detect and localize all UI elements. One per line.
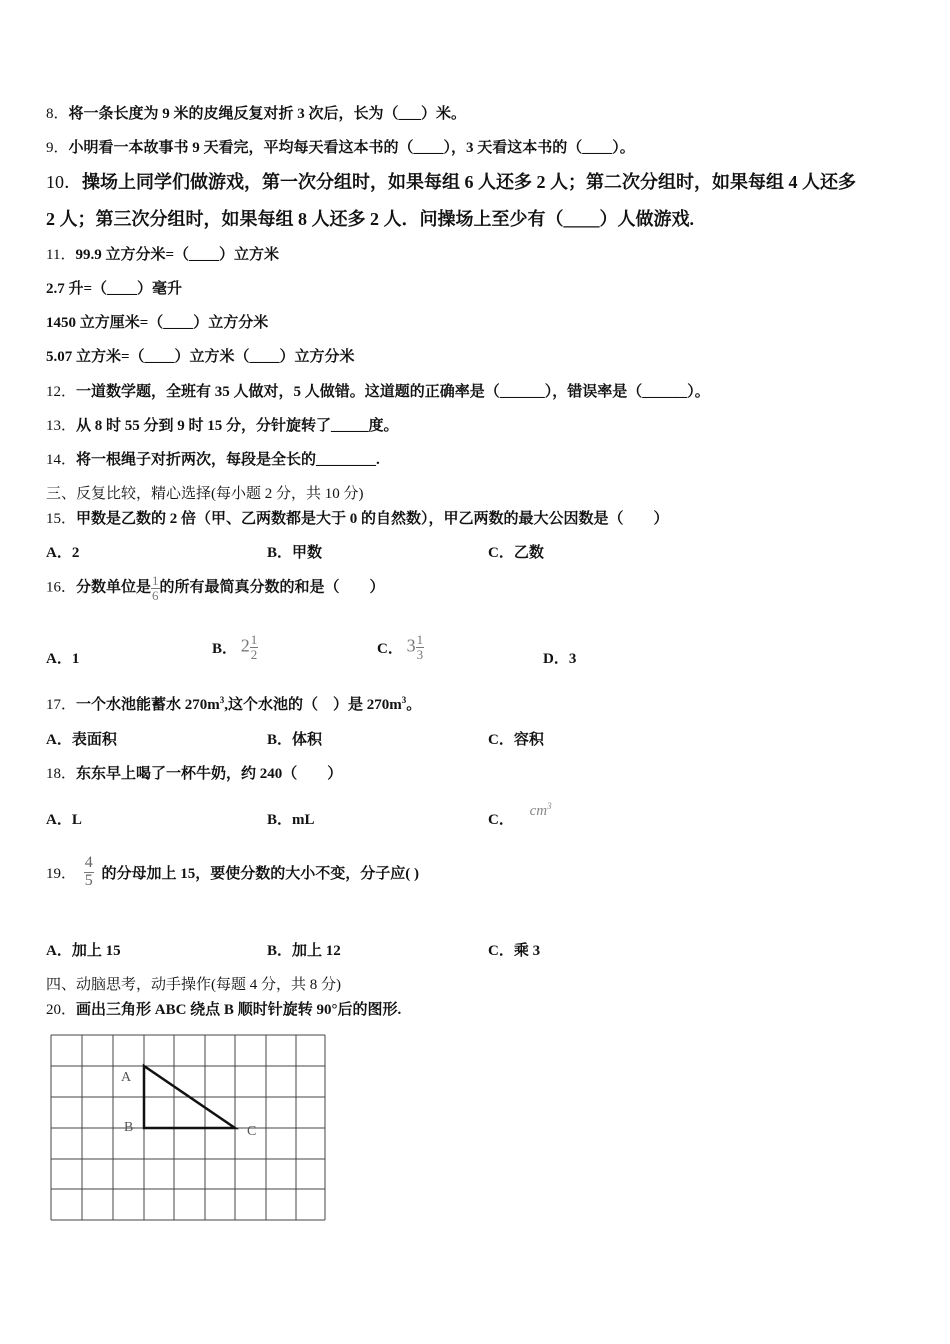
option-c	[377, 633, 424, 661]
option-label: C．	[377, 640, 403, 657]
question-number: 11．	[46, 247, 76, 263]
fraction	[151, 574, 160, 602]
question-number: 10．	[46, 172, 82, 192]
superscript: 3	[401, 695, 407, 705]
label-b: B	[124, 1120, 134, 1135]
question-19	[46, 855, 419, 890]
denominator: 2	[250, 646, 258, 662]
numerator: 4	[84, 854, 93, 871]
fraction	[250, 633, 259, 661]
question-number: 20．	[46, 1002, 77, 1018]
question-11-d	[46, 345, 355, 366]
unit-text: cm	[529, 803, 548, 819]
option-d: D．3	[543, 651, 577, 667]
section-3-heading: 三、反复比较，精心选择(每小题 2 分，共 10 分)	[46, 486, 364, 502]
question-16	[46, 574, 385, 602]
question-text: 从 8 时 55 分到 9 时 15 分，分针旋转了_____度。	[76, 418, 399, 434]
question-15	[46, 507, 669, 528]
question-14	[46, 448, 380, 469]
question-text: 5.07 立方米=（____）立方米（____）立方分米	[46, 349, 355, 365]
question-text: 将一根绳子对折两次，每段是全长的________.	[76, 452, 380, 468]
question-text: 1450 立方厘米=（____）立方分米	[46, 315, 269, 331]
question-18	[46, 762, 342, 783]
label-c: C	[247, 1124, 257, 1139]
unit-cubic-centimeter	[530, 803, 552, 819]
question-number: 17．	[46, 697, 77, 713]
option-label: B．	[212, 640, 238, 657]
option-a: A．1	[46, 651, 80, 667]
option-c: C．容积	[488, 732, 544, 748]
numerator: 1	[250, 632, 258, 647]
question-number: 12．	[46, 384, 77, 400]
question-10-line-1	[46, 168, 856, 194]
question-text: 甲数是乙数的 2 倍（甲、乙两数都是大于 0 的自然数），甲乙两数的最大公因数是（ ）	[76, 511, 669, 527]
question-number: 13．	[46, 418, 77, 434]
question-10-line-2	[46, 205, 694, 231]
question-9	[46, 136, 635, 157]
question-text: 的所有最简真分数的和是（ ）	[159, 579, 385, 596]
question-13	[46, 414, 399, 435]
question-11-c	[46, 311, 268, 332]
question-number: 18．	[46, 766, 77, 782]
option-a: A．L	[46, 812, 82, 828]
denominator: 5	[84, 871, 93, 889]
whole-part: 3	[406, 635, 416, 656]
option-b: B．体积	[267, 732, 323, 748]
question-text: ,这个水池的（ ）是 270m	[224, 697, 402, 713]
mixed-number	[407, 633, 425, 661]
numerator: 1	[152, 573, 159, 588]
question-number: 9．	[46, 140, 69, 156]
triangle-grid-figure	[48, 1033, 328, 1223]
option-b: B．mL	[267, 812, 315, 828]
question-number: 8．	[46, 106, 69, 122]
mixed-number	[241, 633, 259, 661]
option-c	[488, 801, 552, 829]
question-text: 将一条长度为 9 米的皮绳反复对折 3 次后，长为（___）米。	[68, 106, 467, 122]
question-text: 2.7 升=（____）毫升	[46, 281, 183, 297]
whole-part: 2	[240, 635, 250, 656]
question-text: 东东早上喝了一杯牛奶，约 240（ ）	[76, 766, 343, 782]
question-text: 一个水池能蓄水 270m	[76, 697, 220, 713]
question-number: 15．	[46, 511, 77, 527]
option-label: C．	[488, 812, 514, 828]
question-text: 小明看一本故事书 9 天看完，平均每天看这本书的（____），3 天看这本书的（____）。	[68, 140, 635, 156]
question-8	[46, 102, 466, 123]
question-text: 一道数学题，全班有 35 人做对，5 人做错。这道题的正确率是（______），错误率是（______）。	[76, 384, 710, 400]
question-number: 14．	[46, 452, 77, 468]
question-12	[46, 380, 710, 401]
fraction	[84, 855, 94, 890]
option-a: A．2	[46, 545, 80, 561]
superscript: 3	[219, 695, 225, 705]
question-11-b	[46, 277, 182, 298]
superscript: 3	[547, 801, 552, 811]
question-number: 16．	[46, 579, 77, 596]
option-b	[212, 633, 258, 661]
option-b: B．甲数	[267, 545, 323, 561]
option-c: C．乙数	[488, 545, 544, 561]
question-text: 2 人；第三次分组时，如果每组 8 人还多 2 人．问操场上至少有（____）人做游戏.	[46, 209, 694, 229]
label-a: A	[121, 1070, 132, 1085]
question-text: 分数单位是	[76, 579, 152, 596]
option-c: C．乘 3	[488, 943, 541, 959]
option-a: A．表面积	[46, 732, 117, 748]
denominator: 6	[152, 587, 159, 603]
question-text: 的分母加上 15，要使分数的大小不变，分子应( )	[101, 865, 420, 882]
question-20	[46, 998, 401, 1019]
question-11	[46, 243, 279, 264]
section-4-heading: 四、动脑思考，动手操作(每题 4 分，共 8 分)	[46, 977, 341, 993]
option-a: A．加上 15	[46, 943, 121, 959]
question-text: 。	[406, 697, 422, 713]
question-text: 99.9 立方分米=（____）立方米	[75, 247, 280, 263]
question-number: 19．	[46, 865, 77, 882]
option-b: B．加上 12	[267, 943, 341, 959]
numerator: 1	[416, 632, 424, 647]
fraction	[416, 633, 425, 661]
question-17	[46, 693, 421, 714]
question-text: 画出三角形 ABC 绕点 B 顺时针旋转 90°后的图形.	[76, 1002, 402, 1018]
denominator: 3	[416, 646, 424, 662]
question-text: 操场上同学们做游戏，第一次分组时，如果每组 6 人还多 2 人；第二次分组时，如果每组 4 人还多	[82, 172, 856, 192]
